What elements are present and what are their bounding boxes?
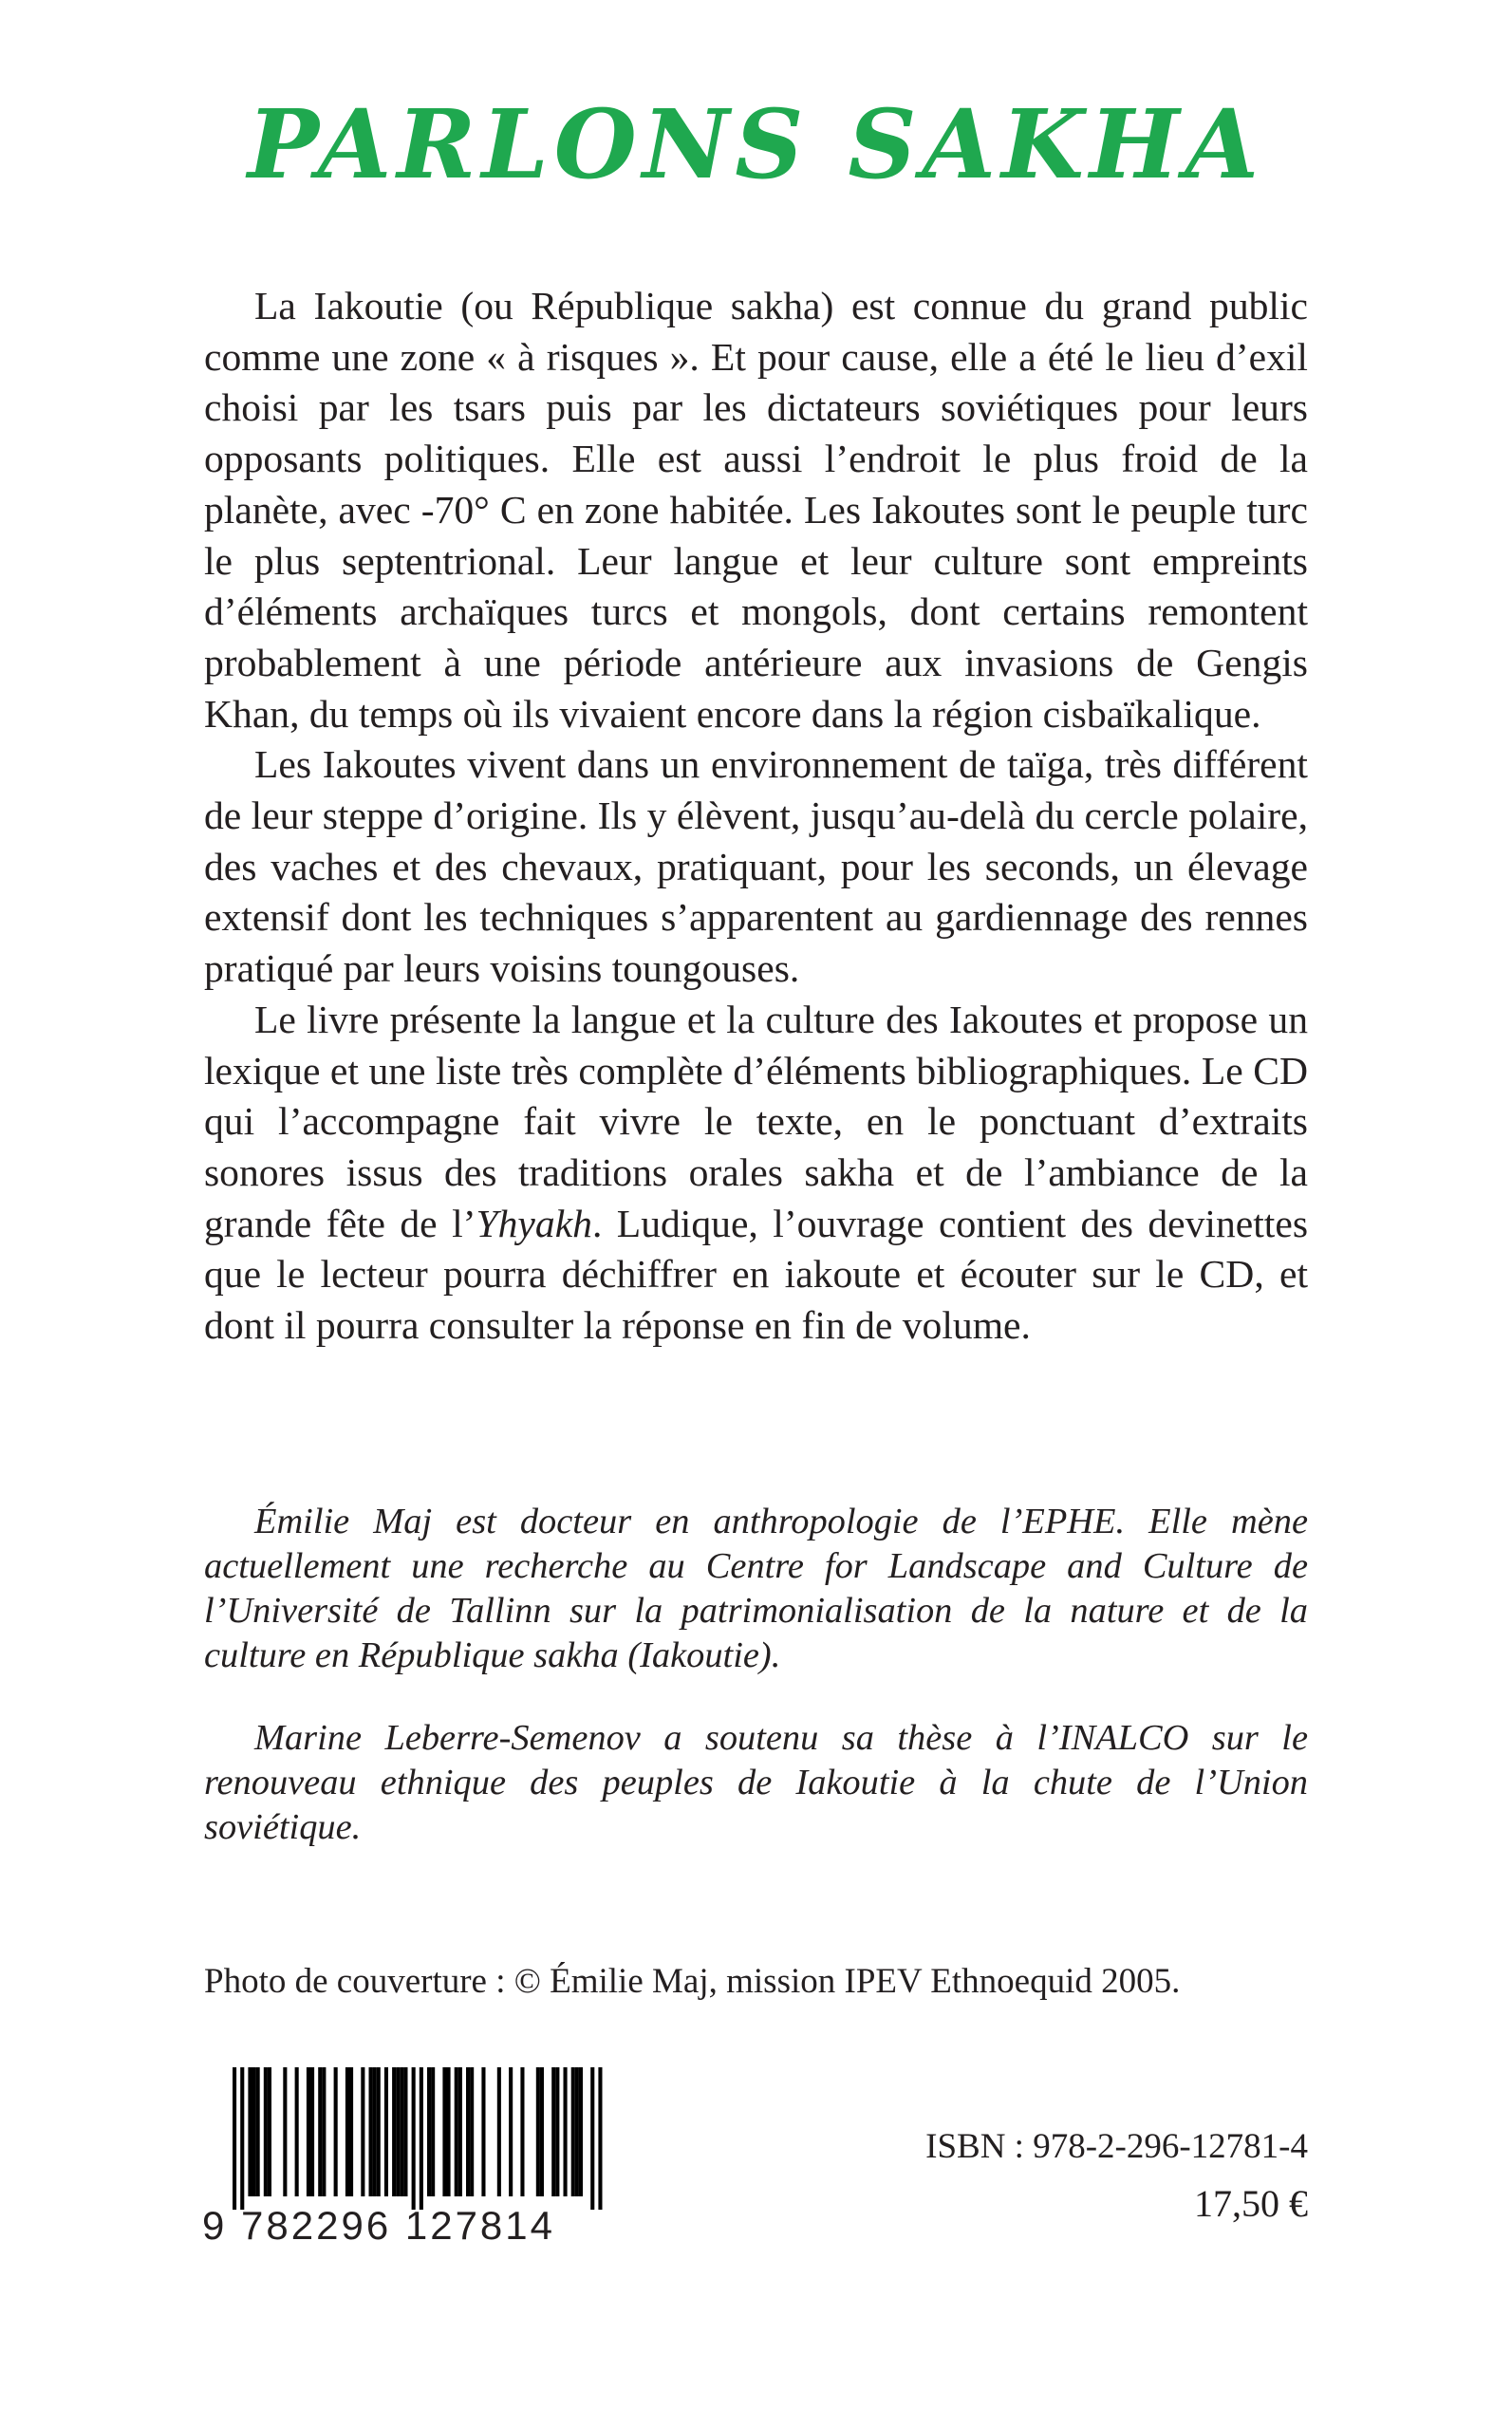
barcode-bar [571, 2067, 575, 2196]
photo-credit: Photo de couverture : © Émilie Maj, mission IPEV Ethnoequid 2005. [204, 1962, 1181, 2001]
barcode-digits: 9 782296 127814 [202, 2203, 555, 2248]
festival-name: Yhyakh [476, 1201, 592, 1245]
barcode-bar [520, 2067, 524, 2196]
isbn: ISBN : 978-2-296-12781-4 [925, 2127, 1308, 2166]
summary-paragraph: La Iakoutie (ou République sakha) est connue du grand public comme une zone « à risques ». Et pour cause, elle a été le lieu d’exil choisi par les tsars puis par les dictateurs soviétiques pour leurs opposants politiques. Elle est aussi l’endroit le plus froid de la planète, avec -70° C en zone habitée. Les Iakoutes sont le peuple turc le plus septentrional. Leur langue et leur culture sont empreints d’éléments archaïques turcs et mongols, dont certains remontent probablement à une période antérieure aux invasions de Gengis Khan, du temps où ils vivaient encore dans la région cisbaïkalique. [204, 284, 1308, 736]
book-title: PARLONS SAKHA [247, 88, 1265, 200]
barcode-bar [579, 2067, 583, 2196]
barcode-bar [345, 2067, 349, 2196]
summary-paragraph: Les Iakoutes vivent dans un environnement de taïga, très différent de leur steppe d’origine. Ils y élèvent, jusqu’au-delà du cercle polaire, des vaches et des chevaux, pratiquant, pour les seconds, un élevage extensif dont les techniques s’apparentent au gardiennage des rennes pratiqué par leurs voisins toungouses. [204, 742, 1309, 991]
barcode-bar [540, 2067, 544, 2196]
summary-text [204, 281, 1308, 1352]
barcode-bar [420, 2067, 423, 2210]
barcode-bar [575, 2067, 579, 2196]
barcode-bar [322, 2067, 326, 2196]
barcode-bar [400, 2067, 403, 2196]
barcode-bar [598, 2067, 602, 2210]
barcode-bar [455, 2067, 458, 2196]
barcode-bar [564, 2067, 568, 2196]
barcode-bar [361, 2067, 364, 2196]
price: 17,50 € [1194, 2182, 1308, 2225]
barcode-bar [458, 2067, 462, 2196]
barcode-bar [373, 2067, 377, 2196]
summary-paragraph: Le livre présente la langue et la culture des Iakoutes et propose un lexique et une liste très complète d’éléments bibliographiques. Le CD qui l’accompagne fait vivre le texte, en le ponctuant d’extraits sonores issus des traditions orales sakha et de l’ambiance de la grande fête de l’Yhyakh. Ludique, l’ouvrage contient des devinettes que le lecteur pourra déchiffrer en iakoute et écouter sur le CD, et dont il pourra consulter la réponse en fin de volume. [204, 997, 1309, 1348]
barcode-bar [334, 2067, 338, 2196]
barcode-bar [427, 2067, 431, 2196]
barcode-bar [442, 2067, 446, 2196]
barcode-bar [264, 2067, 268, 2196]
barcode-bar [509, 2067, 513, 2196]
barcode-bar [403, 2067, 407, 2196]
author-bio: Émilie Maj est docteur en anthropologie de l’EPHE. Elle mène actuellement une recherche au Centre for Landscape and Culture de l’Université de Tallinn sur la patrimonialisation de la nature et de la culture en République sakha (Iakoutie). [204, 1502, 1308, 1675]
barcode-bar [396, 2067, 400, 2196]
barcode-bar [447, 2067, 451, 2196]
barcode-bars [204, 2067, 622, 2210]
barcode-bar [412, 2067, 416, 2210]
barcode-bar [295, 2067, 299, 2196]
barcode-bar [248, 2067, 252, 2196]
barcode-bar [470, 2067, 474, 2196]
barcode-bar [431, 2067, 435, 2196]
barcode-bar [555, 2067, 559, 2196]
barcode-bar [384, 2067, 388, 2196]
barcode-bar [240, 2067, 244, 2210]
author-bio: Marine Leberre-Semenov a soutenu sa thèse à l’INALCO sur le renouveau ethnique des peuples de Iakoutie à la chute de l’Union soviétique. [204, 1718, 1308, 1847]
barcode-bar [466, 2067, 470, 2196]
barcode-bar [481, 2067, 485, 2196]
barcode-bar [283, 2067, 287, 2196]
barcode-bar [536, 2067, 540, 2196]
barcode-bar [307, 2067, 310, 2196]
barcode-bar [392, 2067, 396, 2196]
barcode-bar [256, 2067, 260, 2196]
barcode-bar [497, 2067, 501, 2196]
barcode-bar [349, 2067, 353, 2196]
barcode-bar [318, 2067, 322, 2196]
barcode-bar [551, 2067, 555, 2196]
barcode-bar [369, 2067, 373, 2196]
barcode-bar [310, 2067, 314, 2196]
author-bios [204, 1500, 1308, 1850]
barcode-bar [590, 2067, 594, 2210]
barcode-bar [233, 2067, 236, 2210]
barcode-bar [377, 2067, 381, 2196]
barcode-bar [268, 2067, 271, 2196]
barcode-bar [252, 2067, 256, 2196]
